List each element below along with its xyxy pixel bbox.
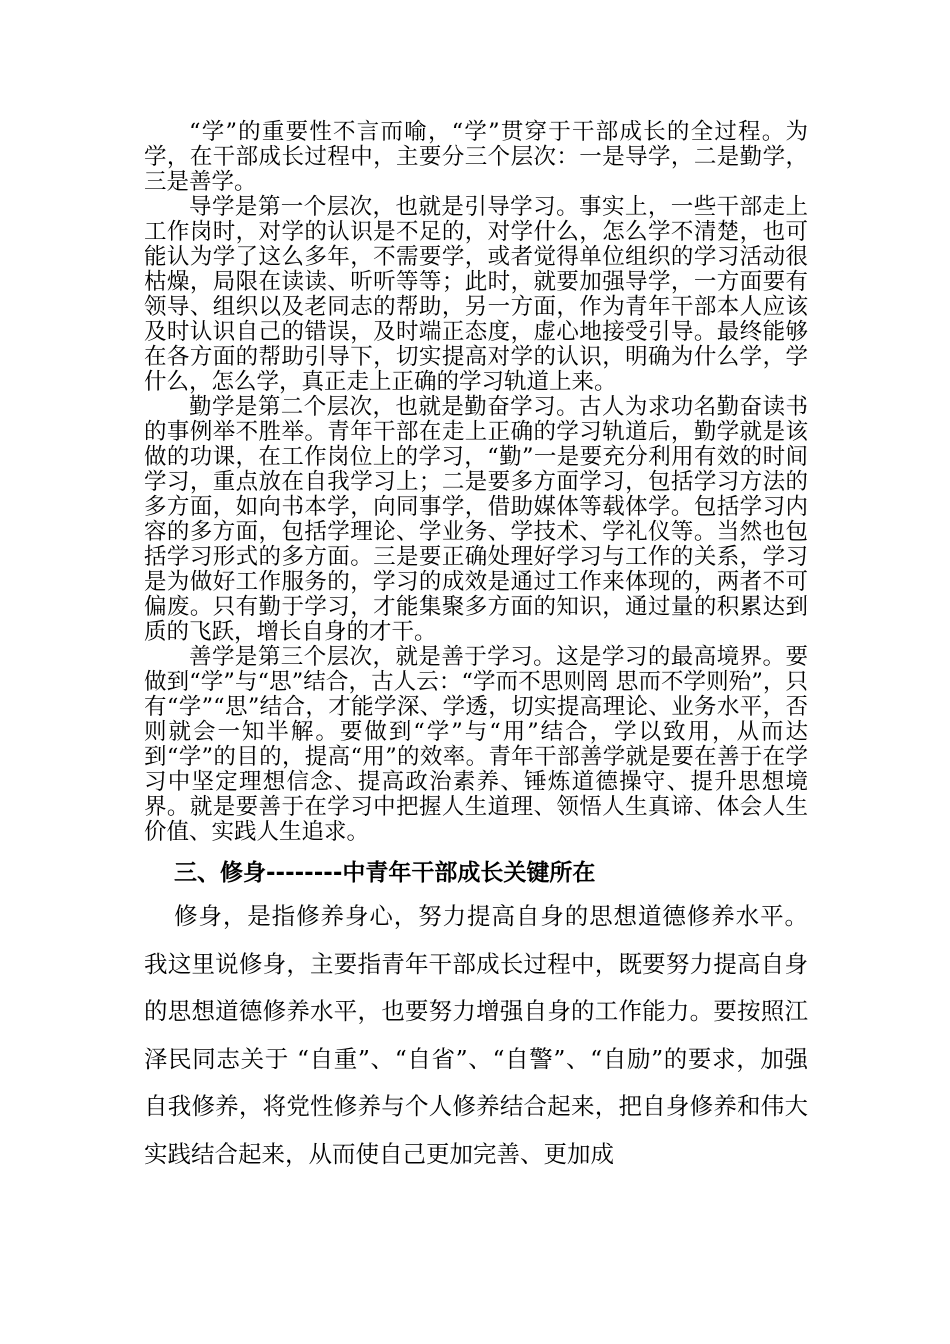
document-page xyxy=(144,120,808,1178)
paragraph-qinxue: 勤学是第二个层次，也就是勤奋学习。古人为求功名勤奋读书的事例举不胜举。青年干部在走上正确的学习轨道后，勤学就是该做的功课，在工作岗位上的学习，“勤”一是要充分利用有效的时间学习，重点放在自我学习上；二是要多方面学习，包括学习方法的多方面，如向书本学，向同事学，借助媒体等载体学。包括学习内容的多方面，包括学理论、学业务、学技术、学礼仪等。当然也包括学习形式的多方面。三是要正确处理好学习与工作的关系，学习是为做好工作服务的，学习的成效是通过工作来体现的，两者不可偏废。只有勤于学习，才能集聚多方面的知识，通过量的积累达到质的飞跃，增长自身的才干。 xyxy=(144,394,808,645)
paragraph-shanxue: 善学是第三个层次，就是善于学习。这是学习的最高境界。要做到“学”与“思”结合，古人云：“学而不思则罔 思而不学则殆”，只有“学”“思”结合，才能学深、学透，切实提高理论、业务水平，否则就会一知半解。要做到“学”与“用”结合，学以致用，从而达到“学”的目的，提高“用”的效率。青年干部善学就是要在善于在学习中坚定理想信念、提高政治素养、锤炼道德操守、提升思想境界。就是要善于在学习中把握人生道理、领悟人生真谛、体会人生价值、实践人生追求。 xyxy=(144,644,808,845)
body-text-dense xyxy=(144,120,808,845)
paragraph-daoxue: 导学是第一个层次，也就是引导学习。事实上，一些干部走上工作岗时，对学的认识是不足的，对学什么，怎么学不清楚，也可能认为学了这么多年，不需要学，或者觉得单位组织的学习活动很枯燥，局限在读读、听听等等；此时，就要加强导学，一方面要有领导、组织以及老同志的帮助，另一方面，作为青年干部本人应该及时认识自己的错误，及时端正态度，虚心地接受引导。最终能够在各方面的帮助引导下，切实提高对学的认识，明确为什么学，学什么，怎么学，真正走上正确的学习轨道上来。 xyxy=(144,194,808,395)
paragraph-xiushen: 修身，是指修养身心，努力提高自身的思想道德修养水平。我这里说修身，主要指青年干部成长过程中，既要努力提高自身的思想道德修养水平，也要努力增强自身的工作能力。要按照江泽民同志关于 “自重”、“自省”、“自警”、“自励”的要求，加强自我修养，将党性修养与个人修养结合起来，把自身修养和伟大实践结合起来，从而使自己更加完善、更加成 xyxy=(144,902,808,1168)
section-heading: 三、修身--------中青年干部成长关键所在 xyxy=(174,860,596,886)
body-text-loose xyxy=(144,893,808,1178)
paragraph-intro: “学”的重要性不言而喻，“学”贯穿于干部成长的全过程。为学，在干部成长过程中，主要分三个层次：一是导学，二是勤学，三是善学。 xyxy=(144,119,808,195)
